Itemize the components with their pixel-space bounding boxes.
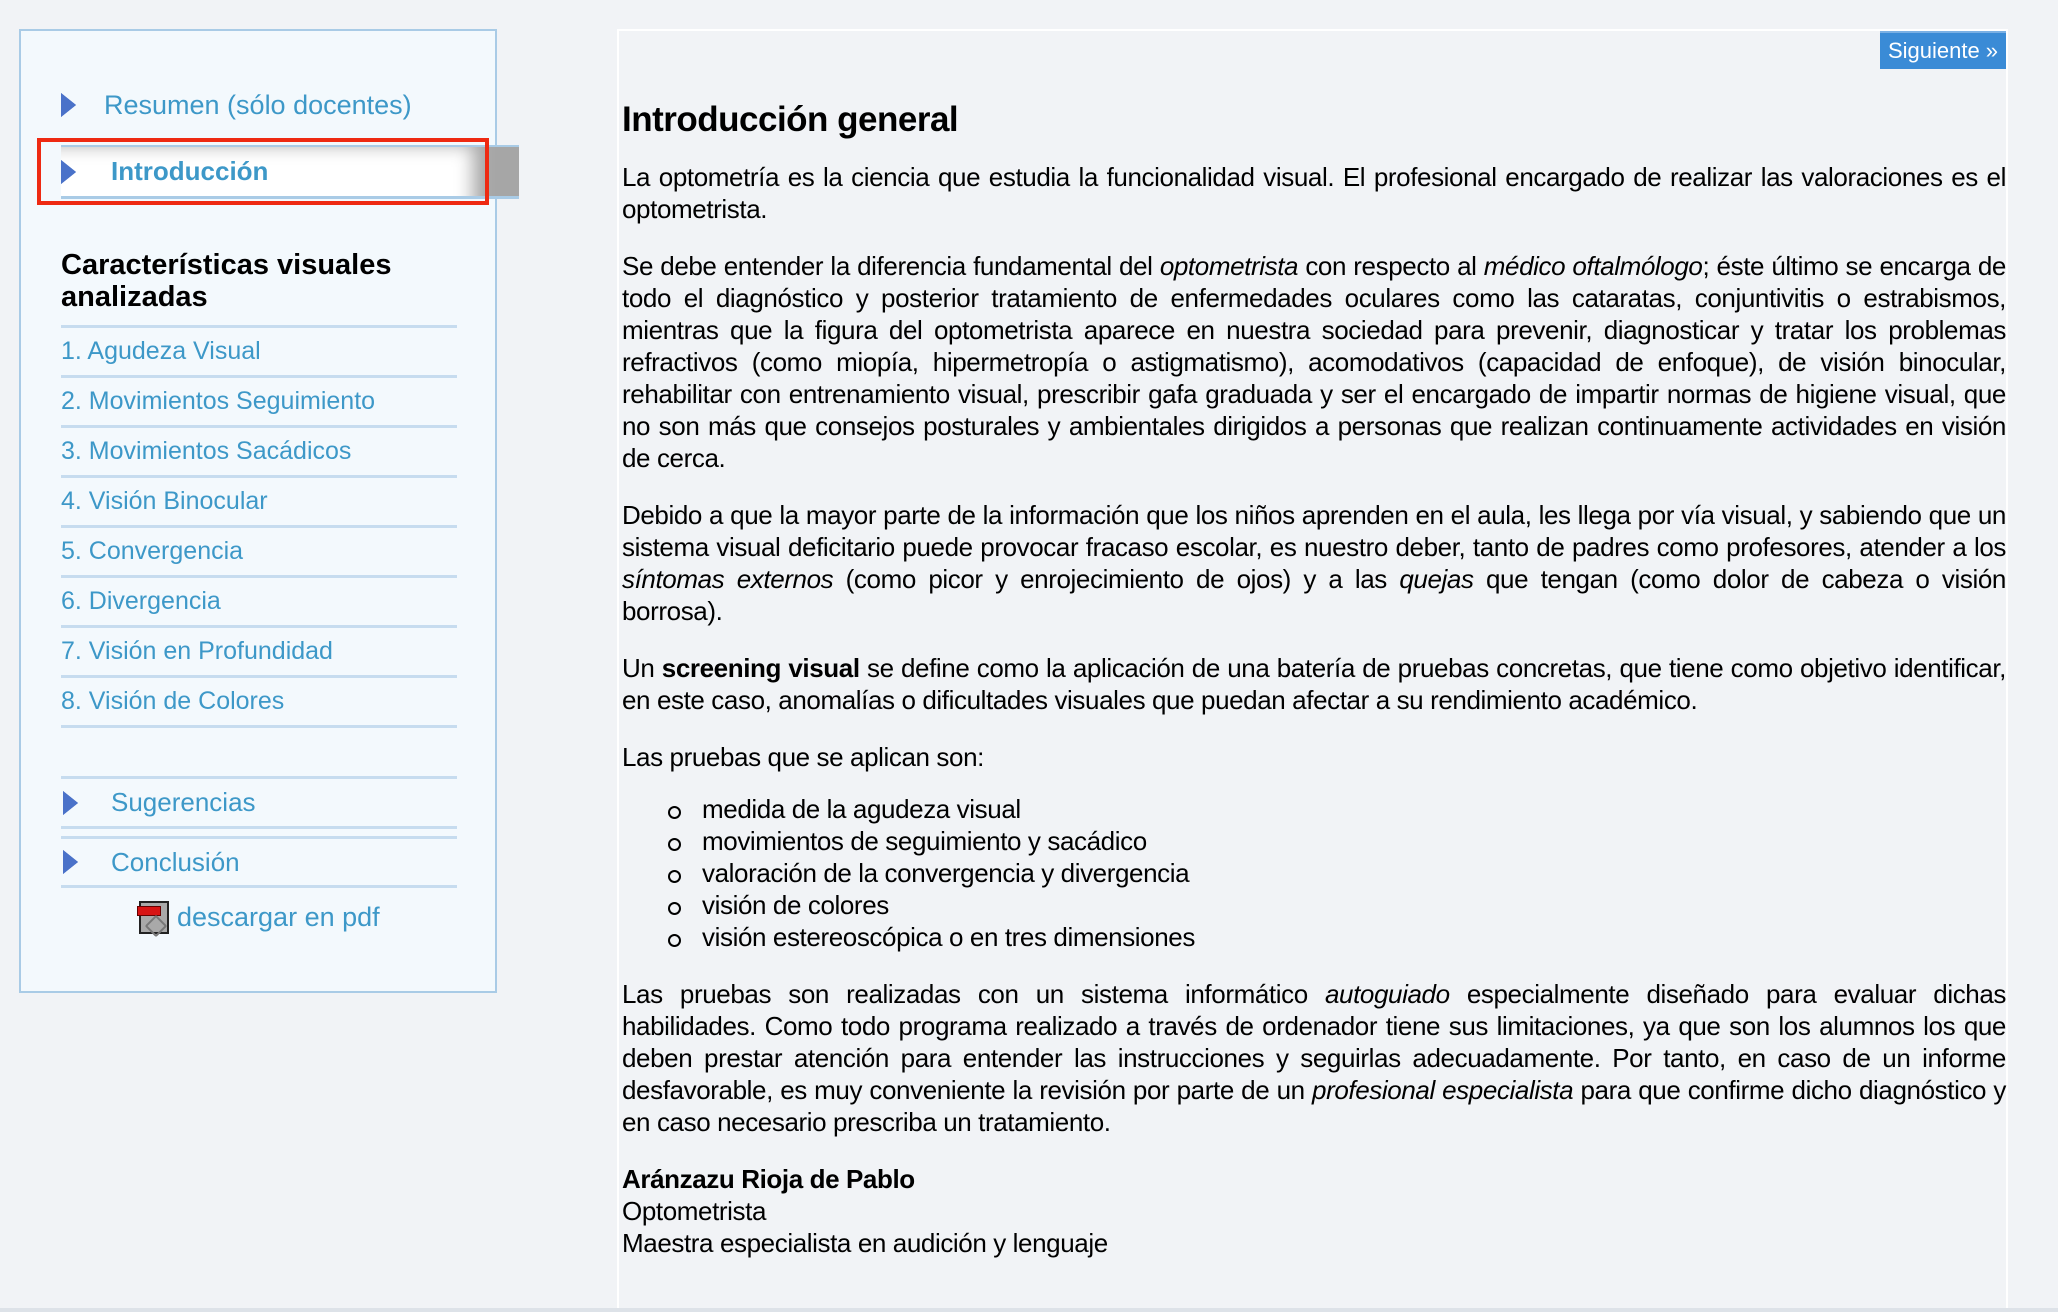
nav-tab-introduction-selected[interactable] xyxy=(61,145,519,199)
signature xyxy=(622,1163,2006,1259)
text: con respecto al xyxy=(1298,251,1484,281)
article xyxy=(622,99,2006,1259)
test-item: valoración de la convergencia y divergencia xyxy=(668,857,2006,889)
visual-characteristics-list xyxy=(61,325,457,728)
list-item-convergencia[interactable]: 5. Convergencia xyxy=(61,525,457,575)
triangle-arrow-icon xyxy=(63,791,78,815)
list-item-profundidad[interactable]: 7. Visión en Profundidad xyxy=(61,625,457,675)
nav-link-summary-label: Resumen (sólo docentes) xyxy=(104,89,412,120)
tests-list xyxy=(668,793,2006,953)
paragraph-tests-intro: Las pruebas que se aplican son: xyxy=(622,742,984,772)
test-item: movimientos de seguimiento y sacádico xyxy=(668,825,2006,857)
emphasis-especialista: profesional especialista xyxy=(1312,1075,1574,1105)
nav-divider xyxy=(61,826,457,836)
list-item-seguimiento[interactable]: 2. Movimientos Seguimiento xyxy=(61,375,457,425)
download-pdf-label: descargar en pdf xyxy=(177,901,380,932)
nav-tab-introduction-label: Introducción xyxy=(111,156,269,186)
text: (como picor y enrojecimiento de ojos) y a las xyxy=(833,564,1400,594)
pdf-file-icon xyxy=(139,901,169,934)
paragraph-intro: La optometría es la ciencia que estudia la funcionalidad visual. El profesional encargado de realizar las valoraciones es el optometrista. xyxy=(622,162,2006,224)
list-item-binocular[interactable]: 4. Visión Binocular xyxy=(61,475,457,525)
paragraph-screening xyxy=(622,652,2006,716)
test-item: medida de la agudeza visual xyxy=(668,793,2006,825)
text: Un xyxy=(622,653,662,683)
text: Se debe entender la diferencia fundamental del xyxy=(622,251,1160,281)
nav-link-conclusion-label: Conclusión xyxy=(111,846,240,877)
paragraph-system xyxy=(622,978,2006,1138)
text: especialmente diseñado para evaluar dichas habilidades. Como todo programa realizado a través de ordenador tiene sus limitaciones, ya que son los alumnos los que deben prestar atención para entender las instrucciones y seguirlas adecuadamente. Por tanto, en caso de un informe desfavorable, es muy conveniente la revisión por parte de un xyxy=(622,979,2007,1105)
list-item-sacadicos[interactable]: 3. Movimientos Sacádicos xyxy=(61,425,457,475)
list-item-agudeza[interactable]: 1. Agudeza Visual xyxy=(61,325,457,375)
bottom-edge xyxy=(0,1308,2058,1312)
test-item: visión de colores xyxy=(668,889,2006,921)
author-role-2: Maestra especialista en audición y lenguaje xyxy=(622,1228,1108,1258)
text: se define como la aplicación de una batería de pruebas concretas, que tiene como objetivo identificar, en este caso, anomalías o dificultades visuales que puedan afectar a su rendimiento académico. xyxy=(622,653,2006,715)
emphasis-oftalmologo: médico oftalmólogo xyxy=(1483,251,1703,281)
emphasis-quejas: quejas xyxy=(1399,564,1474,594)
section-heading: Características visuales analizadas xyxy=(61,249,392,313)
sidebar-nav xyxy=(19,29,497,993)
nav-link-suggestions-label: Sugerencias xyxy=(111,787,256,817)
emphasis-sintomas: síntomas externos xyxy=(622,564,834,594)
nav-link-conclusion[interactable] xyxy=(61,836,457,888)
text: Las pruebas son realizadas con un sistema informático xyxy=(622,979,1325,1009)
strong-screening: screening visual xyxy=(661,653,860,683)
nav-link-summary[interactable] xyxy=(61,85,481,125)
triangle-arrow-icon xyxy=(63,850,78,874)
paragraph-information xyxy=(622,499,2006,627)
test-item: visión estereoscópica o en tres dimensiones xyxy=(668,921,2006,953)
text: para que confirme dicho diagnóstico y en caso necesario prescriba un tratamiento. xyxy=(622,1075,2007,1137)
triangle-arrow-icon xyxy=(61,93,76,117)
page-title: Introducción general xyxy=(622,100,959,139)
paragraph-difference xyxy=(622,250,2006,474)
triangle-arrow-icon xyxy=(61,160,76,184)
lower-nav xyxy=(61,776,457,888)
content-panel xyxy=(617,29,2008,1308)
author-role: Optometrista xyxy=(622,1196,767,1226)
next-button[interactable]: Siguiente » xyxy=(1880,31,2006,69)
emphasis-optometrista: optometrista xyxy=(1159,251,1299,281)
text: que tengan (como dolor de cabeza o visión borrosa). xyxy=(622,564,2006,626)
list-item-divergencia[interactable]: 6. Divergencia xyxy=(61,575,457,625)
text: Debido a que la mayor parte de la información que los niños aprenden en el aula, les llega por vía visual, y sabiendo que un sistema visual deficitario puede provocar fracaso escolar, es nuestro deber, tanto de padres como profesores, atender a los xyxy=(622,500,2006,562)
list-divider xyxy=(61,725,457,728)
list-item-colores[interactable]: 8. Visión de Colores xyxy=(61,675,457,725)
emphasis-autoguiado: autoguiado xyxy=(1324,979,1450,1009)
author-name: Aránzazu Rioja de Pablo xyxy=(622,1164,915,1194)
download-pdf-link[interactable] xyxy=(139,897,380,937)
text: ; éste último se encarga de todo el diagnóstico y posterior tratamiento de enfermedades oculares como las cataratas, conjuntivitis o estrabismos, mientras que la figura del optometrista aparece en nuestra sociedad para prevenir, diagnosticar y tratar los problemas refractivos (como miopía, hipermetropía o astigmatismo), acomodativos (capacidad de enfoque), de visión binocular, rehabilitar con entrenamiento visual, prescribir gafa graduada y ser el encargado de impartir normas de higiene visual, que no son más que consejos posturales y ambientales dirigidos a personas que realizan continuamente actividades en visión de cerca. xyxy=(622,251,2006,473)
nav-link-suggestions[interactable] xyxy=(61,776,457,826)
